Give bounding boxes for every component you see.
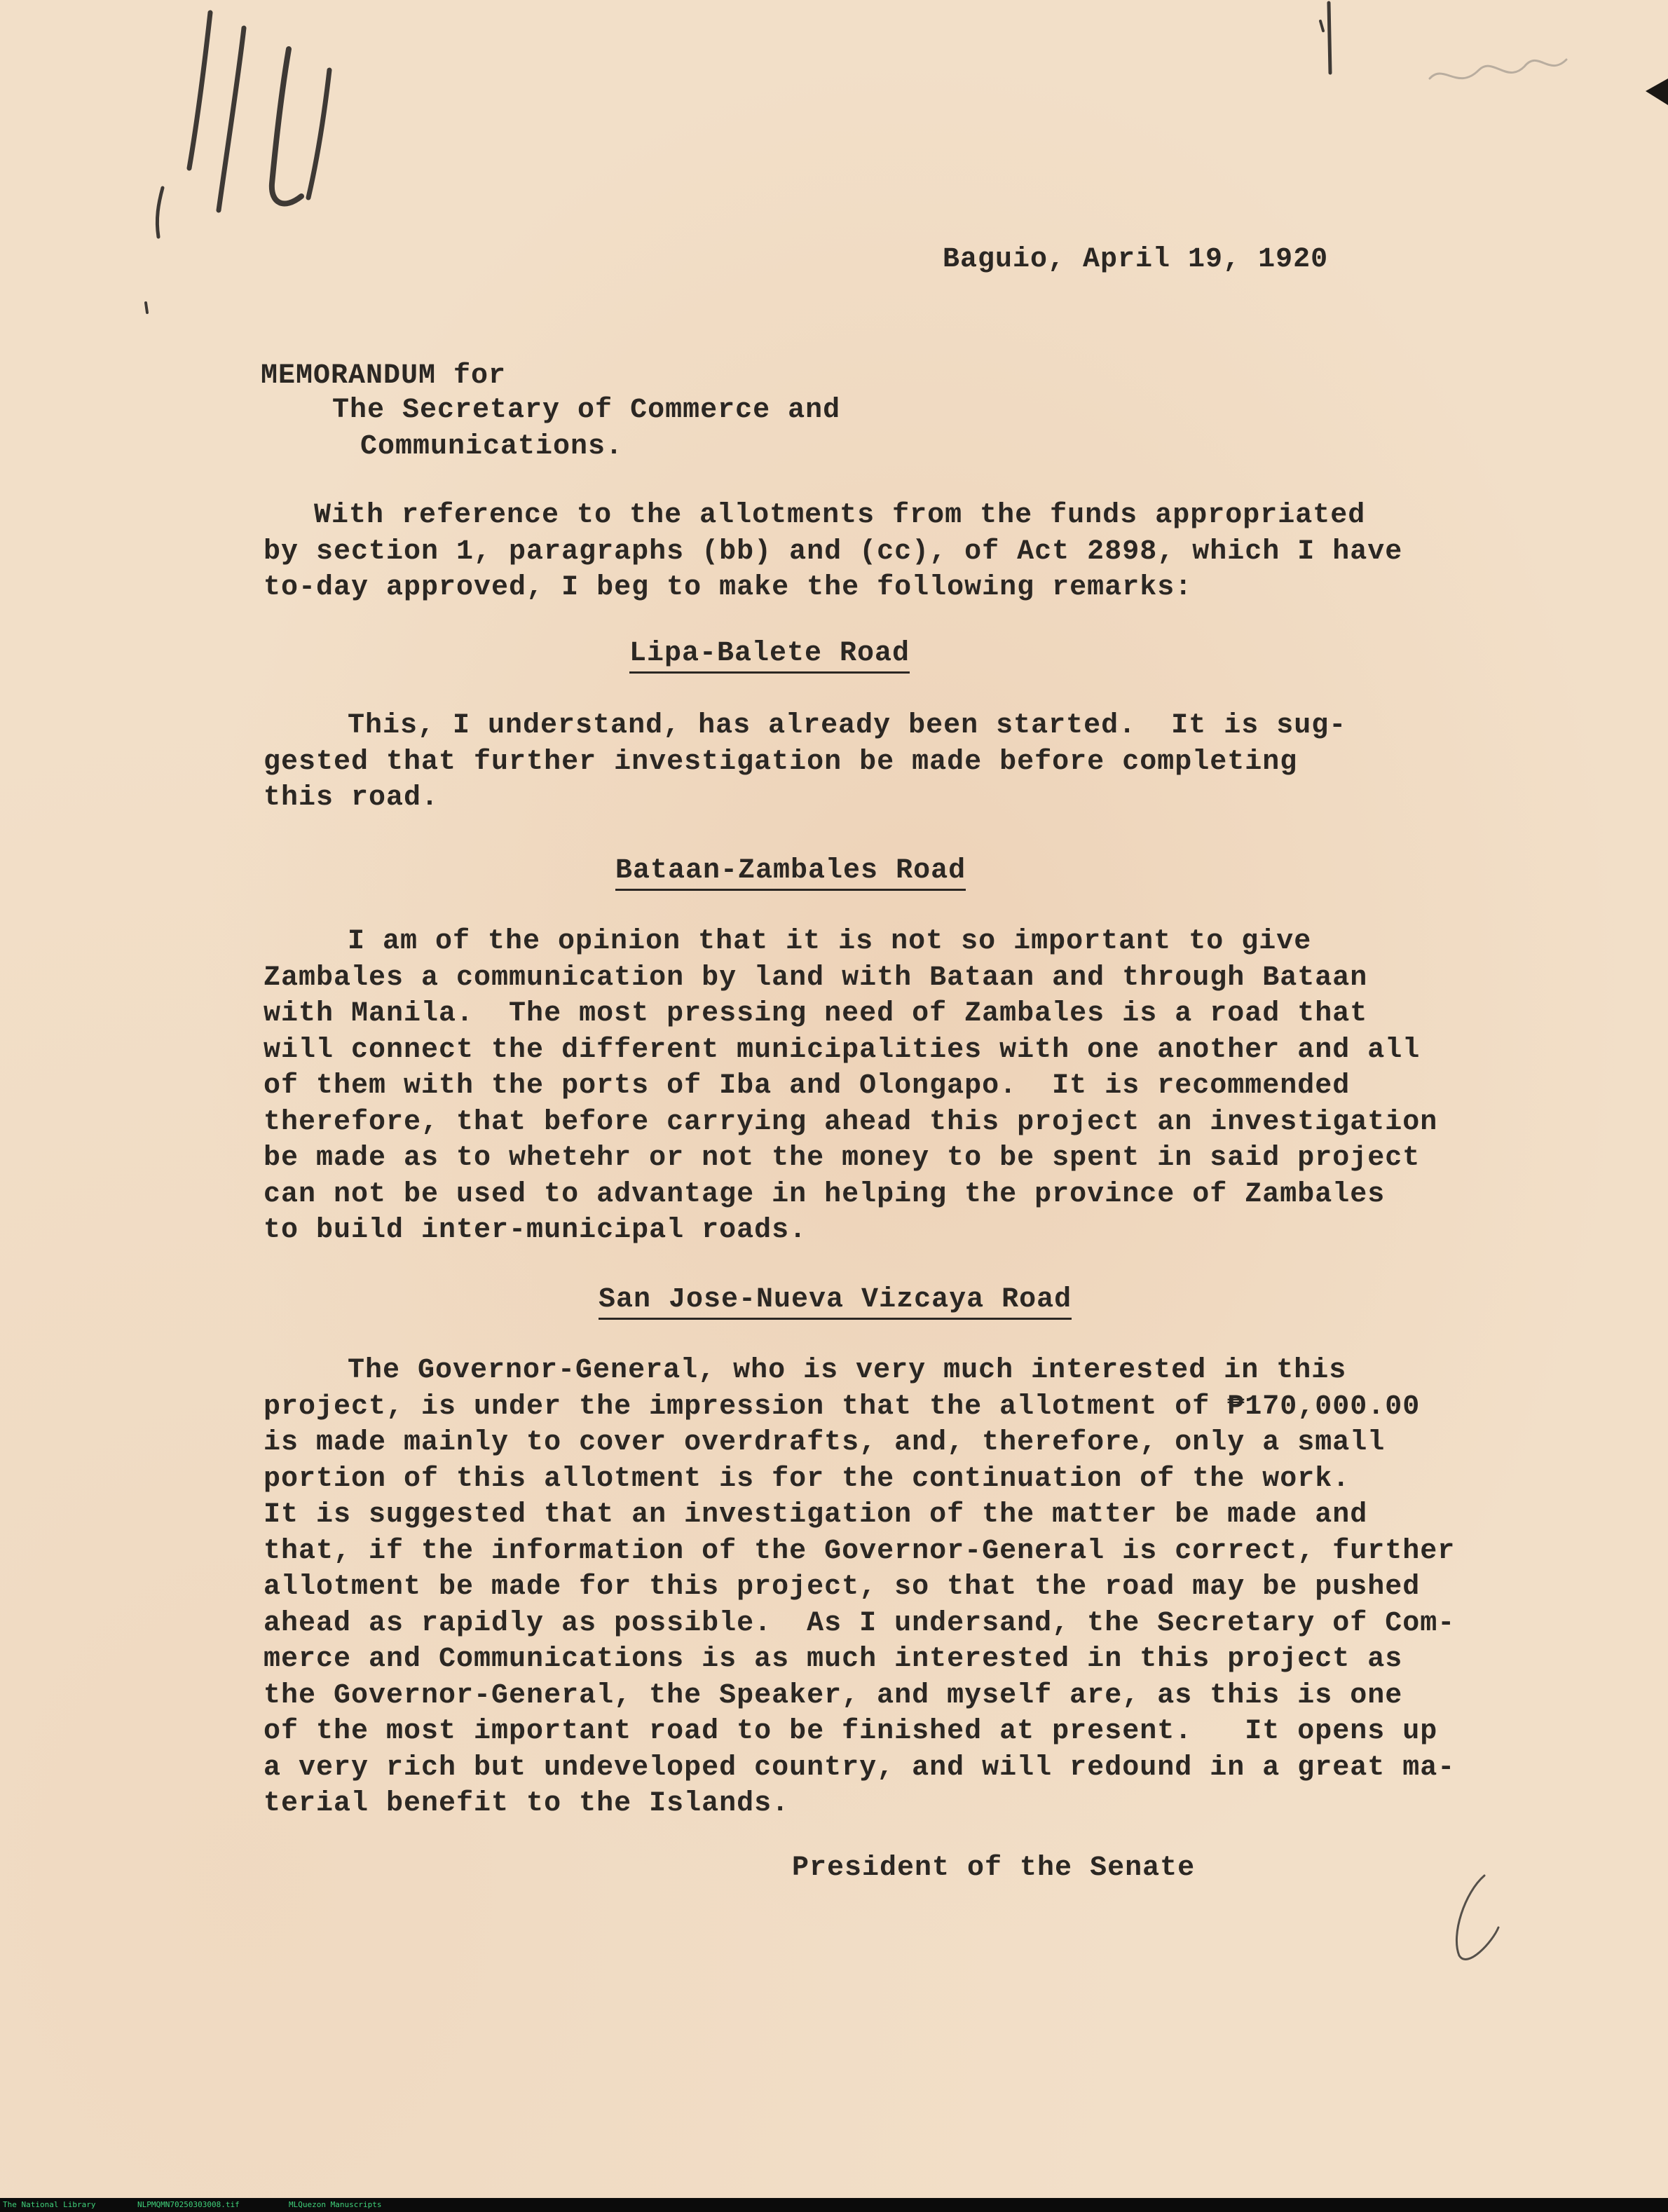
signature-line: President of the Senate [792,1852,1196,1884]
paragraph-line: I am of the opinion that it is not so important to give [348,926,1312,957]
paragraph-line: gested that further investigation be made before completing [264,746,1298,778]
paragraph-line: will connect the different municipalities with one another and all [264,1034,1421,1066]
paragraph-line: therefore, that before carrying ahead this project an investigation [264,1106,1438,1138]
paragraph-line: The Governor-General, who is very much interested in this [348,1355,1347,1386]
section-body-san-jose-nueva-vizcaya [264,1353,1455,1822]
paragraph-line: of the most important road to be finished at present. It opens up [264,1716,1438,1747]
margin-tick-left [146,303,147,313]
footer-library: The National Library [3,2200,96,2209]
paragraph-line: is made mainly to cover overdrafts, and, therefore, only a small [264,1427,1386,1459]
paragraph-line: the Governor-General, the Speaker, and myself are, as this is one [264,1679,1403,1712]
paragraph-line: to build inter-municipal roads. [264,1215,807,1246]
addressee-block [332,392,840,465]
ink-dot-top-right [1320,21,1323,31]
section-heading-bataan-zambales: Bataan-Zambales Road [615,855,966,891]
pencil-mark-stroke-3 [219,28,244,210]
pencil-mark-stroke-2 [157,188,163,237]
paragraph-line: this road. [264,782,439,814]
addressee-line: The Secretary of Commerce and [332,395,841,426]
paragraph-line: to-day approved, I beg to make the following remarks: [264,572,1193,603]
paragraph-line: This, I understand, has already been started. It is sug- [348,710,1347,742]
paragraph-line: with Manila. The most pressing need of Zambales is a road that [264,998,1368,1030]
dateline: Baguio, April 19, 1920 [943,244,1329,275]
intro-paragraph [264,498,1402,606]
paragraph-line: a very rich but undeveloped country, and will redound in a great ma- [264,1752,1456,1784]
paragraph-line: project, is under the impression that the allotment of ₱170,000.00 [264,1391,1421,1423]
pencil-mark-stroke-5 [308,70,329,198]
paragraph-line: portion of this allotment is for the continuation of the work. [264,1463,1351,1495]
paragraph-line: by section 1, paragraphs (bb) and (cc), of Act 2898, which I have [264,535,1403,568]
paragraph-line: terial benefit to the Islands. [264,1788,790,1820]
footer-filename: NLPMQMN70250303008.tif [137,2200,240,2209]
paragraph-line: can not be used to advantage in helping the province of Zambales [264,1178,1386,1210]
paragraph-line: merce and Communications is as much interested in this project as [264,1644,1403,1675]
page-edge-notch [1646,78,1668,105]
paragraph-line: of them with the ports of Iba and Olongapo. It is recommended [264,1070,1351,1102]
paragraph-line: be made as to whetehr or not the money to be spent in said project [264,1142,1421,1174]
section-heading-lipa-balete: Lipa-Balete Road [629,638,910,674]
addressee-line: Communications. [360,430,624,463]
paragraph-line: that, if the information of the Governor-General is correct, further [264,1535,1456,1567]
paragraph-line: ahead as rapidly as possible. As I undersand, the Secretary of Com- [264,1607,1456,1639]
paragraph-line: With reference to the allotments from the funds appropriated [314,500,1366,531]
pencil-mark-stroke-4 [272,49,301,203]
section-body-bataan-zambales [264,924,1437,1249]
section-heading-san-jose-nueva-vizcaya: San Jose-Nueva Vizcaya Road [599,1284,1072,1320]
paragraph-line: Zambales a communication by land with Bataan and through Bataan [264,962,1368,994]
handwritten-c-mark [1456,1876,1498,1959]
footer-collection: MLQuezon Manuscripts [289,2200,382,2209]
section-body-lipa-balete [264,708,1346,817]
faint-pencil-note [1430,60,1566,78]
archive-footer [0,2198,1668,2212]
paragraph-line: allotment be made for this project, so that the road may be pushed [264,1571,1421,1603]
ink-tick-top-right [1329,3,1330,73]
paragraph-line: It is suggested that an investigation of the matter be made and [264,1499,1368,1531]
pencil-mark-stroke-1 [189,13,210,168]
memo-heading: MEMORANDUM for [261,360,507,392]
